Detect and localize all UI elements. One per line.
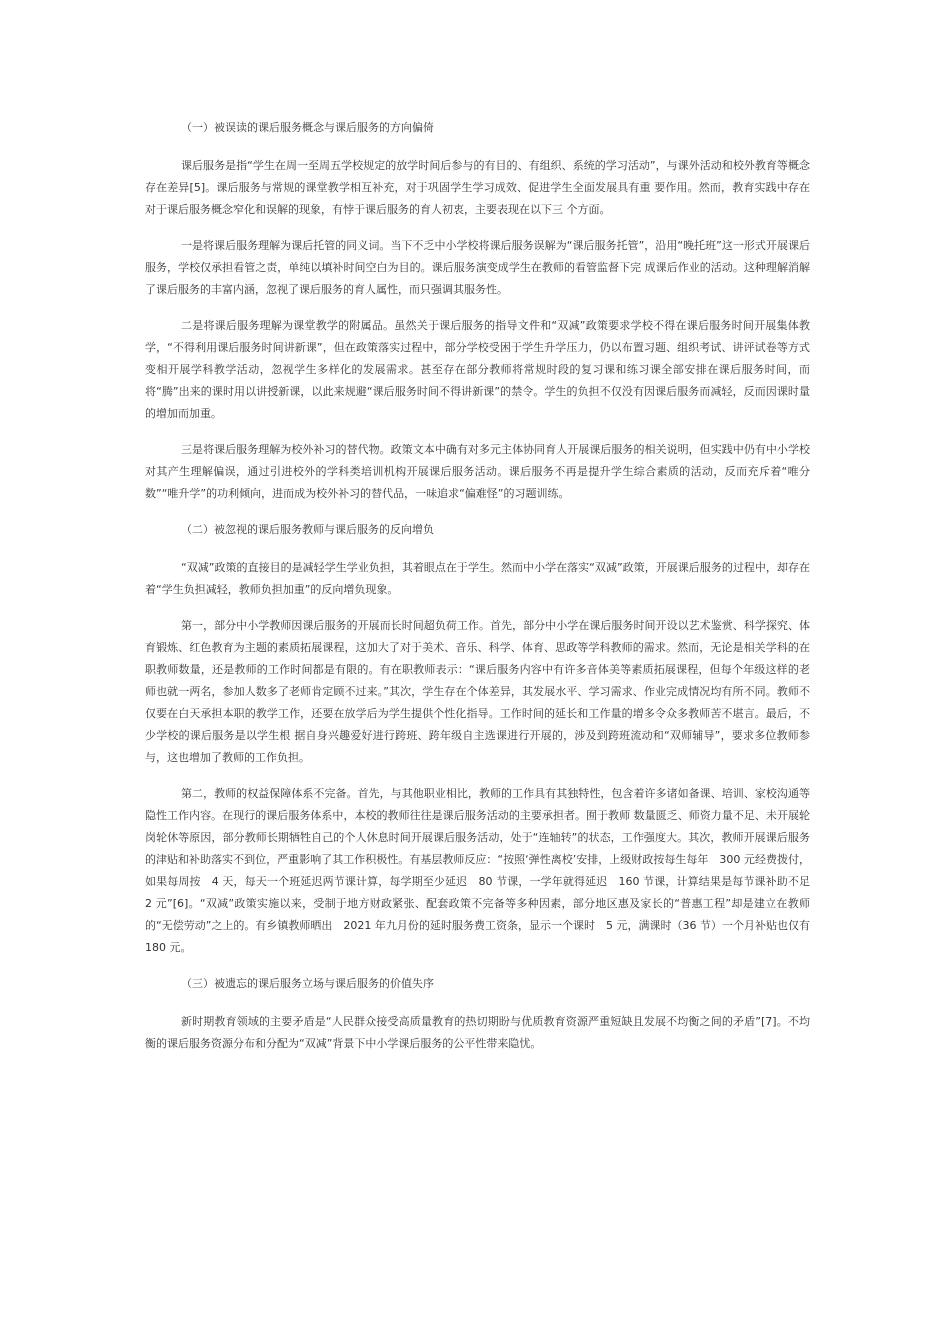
section-3 [145, 973, 810, 1055]
paragraph: 三是将课后服务理解为校外补习的替代物。政策文本中确有对多元主体协同育人开展课后服务的相关说明，但实践中仍有中小学校对其产生理解偏误，通过引进校外的学科类培训机构开展课后服务活动。课后服务不再是提升学生综合素质的活动，反而充斥着“唯分数”“唯升学”的功利倾向，进而成为校外补习的替代品，一味追求“偏难怪”的习题训练。 [145, 443, 810, 500]
section-heading: （二）被忽视的课后服务教师与课后服务的反向增负 [181, 523, 434, 536]
section-heading: （一）被误读的课后服务概念与课后服务的方向偏倚 [181, 121, 434, 134]
section-2 [145, 519, 821, 959]
section-heading: （三）被遗忘的课后服务立场与课后服务的价值失序 [181, 977, 434, 990]
paragraph: 二是将课后服务理解为课堂教学的附属品。虽然关于课后服务的指导文件和“双减”政策要求学校不得在课后服务时间开展集体教学，“不得利用课后服务时间讲新课”，但在政策落实过程中，部分学校受困于学生升学压力，仍以布置习题、组织考试、讲评试卷等方式变相开展学科教学活动，忽视学生多样化的发展需求。甚至存在部分教师将常规时段的复习课和练习课全部安排在课后服务时间，而将“腾”出来的课时用以讲授新课，以此来规避“课后服务时间不得讲新课”的禁令。学生的负担不仅没有因课后服务而减轻，反而因课时量的增加而加重。 [145, 319, 810, 420]
paragraph: 课后服务是指“学生在周一至周五学校规定的放学时间后参与的有目的、有组织、系统的学习活动”，与课外活动和校外教育等概念存在差异[5]。课后服务与常规的课堂教学相互补充，对于巩固学生学习成效、促进学生全面发展具有重 要作用。然而，教育实践中存在对于课后服务概念窄化和误解的现象，有悖于课后服务的育人初衷，主要表现在以下三 个方面。 [145, 159, 810, 216]
paragraph: 第一，部分中小学教师因课后服务的开展而长时间超负荷工作。首先，部分中小学在课后服务时间开设以艺术鉴赏、科学探究、体育锻炼、红色教育为主题的素质拓展课程，这加大了对于美术、音乐、科学、体育、思政等学科教师的需求。然而，无论是相关学科的在职教师数量，还是教师的工作时间都是有限的。有在职教师表示：“课后服务内容中有许多音体美等素质拓展课程，但每个年级这样的老师也就一两名，参加人数多了老师肯定顾不过来。”其次，学生存在个体差异，其发展水平、学习需求、作业完成情况均有所不同。教师不仅要在白天承担本职的教学工作，还要在放学后为学生提供个性化指导。工作时间的延长和工作量的增多令众多教师苦不堪言。最后，不少学校的课后服务是以学生根 据自身兴趣爱好进行跨班、跨年级自主选课进行开展的，涉及到跨班流动和“双师辅导”，要求多位教师参与，这也增加了教师的工作负担。 [145, 619, 810, 764]
paragraph: 新时期教育领域的主要矛盾是“人民群众接受高质量教育的热切期盼与优质教育资源严重短缺且发展不均衡之间的矛盾”[7]。不均衡的课后服务资源分布和分配为“双减”背景下中小学课后服务的公平性带来隐忧。 [145, 1015, 810, 1050]
paragraph: “双减”政策的直接目的是减轻学生学业负担，其着眼点在于学生。然而中小学在落实“双减”政策，开展课后服务的过程中，却存在着“学生负担减轻，教师负担加重”的反向增负现象。 [145, 561, 810, 596]
section-1 [145, 117, 810, 505]
paragraph: 一是将课后服务理解为课后托管的同义词。当下不乏中小学校将课后服务误解为“课后服务托管”，沿用“晚托班”这一形式开展课后服务，学校仅承担看管之责，单纯以填补时间空白为目的。课后服务演变成学生在教师的看管监督下完 成课后作业的活动。这种理解消解了课后服务的丰富内涵，忽视了课后服务的育人属性，而只强调其服务性。 [145, 239, 810, 296]
paragraph: 第二，教师的权益保障体系不完备。首先，与其他职业相比，教师的工作具有其独特性，包含着许多诸如备课、培训、家校沟通等隐性工作内容。在现行的课后服务体系中，本校的教师往往是课后服务活动的主要承担者。囿于教师 数量匮乏、师资力量不足、未开展轮岗轮休等原因，部分教师长期牺牲自己的个人休息时间开展课后服务活动，处于“连轴转”的状态，工作强度大。其次，教师开展课后服务的津贴和补助落实不到位，严重影响了其工作积极性。有基层教师反应：“按照‘弹性离校’安排，上级财政按每生每年 300 元经费拨付，如果每周按 4 天，每天一个班延迟两节课计算，每学期至少延迟 80 节课，一学年就得延迟 160 节课，计算结果是每节课补助不足 2 元”[6]。“双减”政策实施以来，受制于地方财政紧张、配套政策不完备等多种因素，部分地区惠及家长的“普惠工程”却是建立在教师的“无偿劳动”之上的。有乡镇教师晒出 2021 年九月份的延时服务费工资条，显示一个课时 5 元，满课时（36 节）一个月补贴也仅有 180 元。 [145, 787, 821, 954]
